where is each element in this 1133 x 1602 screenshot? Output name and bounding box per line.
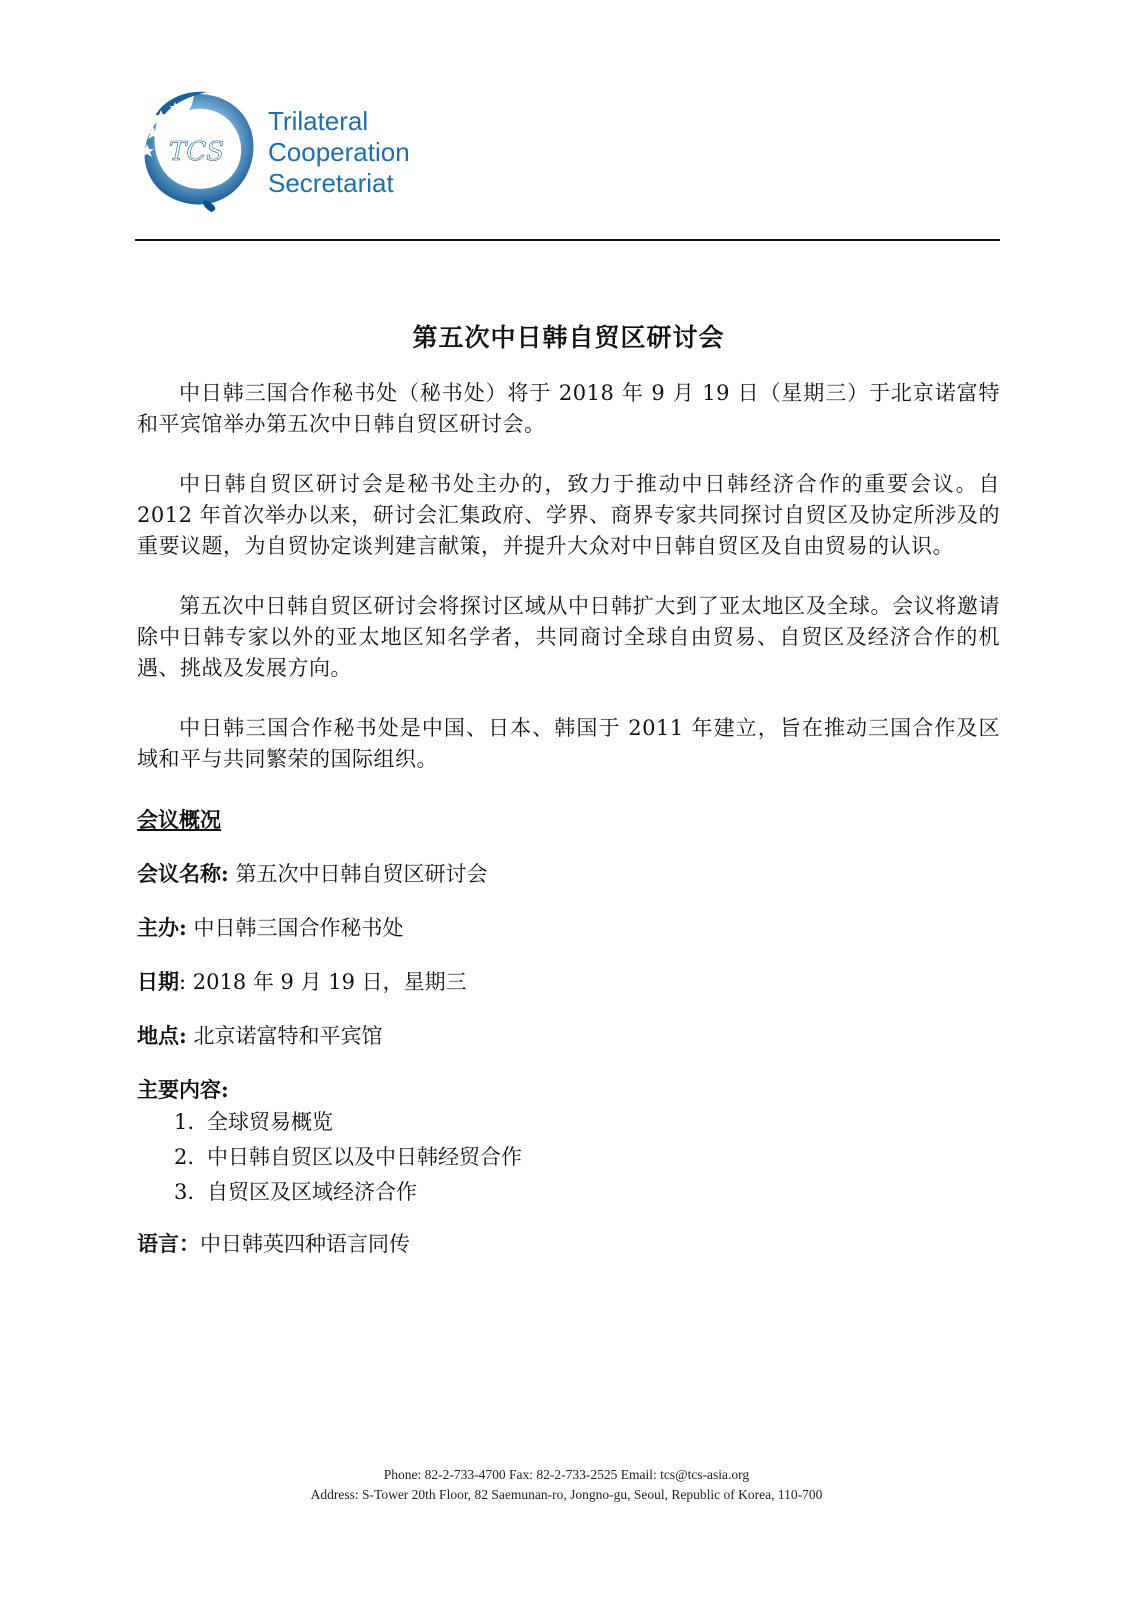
body-paragraph: 中日韩自贸区研讨会是秘书处主办的，致力于推动中日韩经济合作的重要会议。自 2012 年首次举办以来，研讨会汇集政府、学界、商界专家共同探讨自贸区及协定所涉及的重要议题，为自贸协定谈判建言献策，并提升大众对中日韩自贸区及自由贸易的认识。 [137, 472, 1000, 558]
body-paragraph: 第五次中日韩自贸区研讨会将探讨区域从中日韩扩大到了亚太地区及全球。会议将邀请除中日韩专家以外的亚太地区知名学者，共同商讨全球自由贸易、自贸区及经济合作的机遇、挑战及发展方向。 [137, 594, 1000, 680]
date-label: 日期 [137, 969, 179, 994]
agenda-item-number: 1. [174, 1110, 195, 1134]
venue-value: 北京诺富特和平宾馆 [186, 1024, 383, 1048]
document-title: 第五次中日韩自贸区研讨会 [412, 323, 725, 352]
agenda-item-number: 3. [174, 1180, 195, 1204]
organization-name-line-1: Trilateral [268, 106, 369, 136]
date-field [137, 966, 1000, 998]
meeting-name-field [137, 858, 1000, 890]
agenda-item-text: 中日韩自贸区以及中日韩经贸合作 [207, 1145, 522, 1169]
page-footer [0, 1465, 1133, 1505]
agenda-item-number: 2. [174, 1145, 195, 1169]
meeting-name-value: 第五次中日韩自贸区研讨会 [228, 862, 488, 886]
header-divider [135, 239, 1000, 241]
organization-name-line-3: Secretariat [268, 168, 394, 198]
venue-label: 地点: [137, 1023, 187, 1048]
body-paragraph: 中日韩三国合作秘书处是中国、日本、韩国于 2011 年建立，旨在推动三国合作及区域和平与共同繁荣的国际组织。 [137, 716, 1000, 771]
language-label: 语言： [137, 1231, 200, 1256]
main-content-field [137, 1074, 1000, 1208]
agenda-list [137, 1107, 1000, 1208]
meeting-name-label: 会议名称: [137, 861, 229, 886]
language-field [137, 1228, 1000, 1260]
language-value: 中日韩英四种语言同传 [200, 1232, 410, 1256]
venue-field [137, 1020, 1000, 1052]
agenda-item-text: 全球贸易概览 [207, 1110, 333, 1134]
agenda-item-text: 自贸区及区域经济合作 [207, 1180, 417, 1204]
agenda-item [137, 1142, 1000, 1173]
logo-mark-text: TCS [169, 137, 225, 167]
document-body [137, 322, 1000, 1282]
body-paragraph: 中日韩三国合作秘书处（秘书处）将于 2018 年 9 月 19 日（星期三）于北京诺富特和平宾馆举办第五次中日韩自贸区研讨会。 [137, 381, 1000, 436]
tcs-logo-mark [135, 88, 260, 213]
overview-heading: 会议概况 [137, 807, 221, 832]
host-value: 中日韩三国合作秘书处 [186, 916, 404, 940]
footer-contact-line: Phone: 82-2-733-4700 Fax: 82-2-733-2525 Email: tcs@tcs-asia.org [383, 1467, 750, 1482]
agenda-item [137, 1177, 1000, 1208]
host-label: 主办: [137, 915, 187, 940]
organization-logo [135, 88, 435, 218]
organization-name-line-2: Cooperation [268, 137, 410, 167]
footer-address-line: Address: S-Tower 20th Floor, 82 Saemunan-ro, Jongno-gu, Seoul, Republic of Korea, 110-700 [310, 1487, 823, 1502]
date-value: : 2018 年 9 月 19 日，星期三 [179, 970, 467, 994]
host-field [137, 912, 1000, 944]
main-content-label: 主要内容: [137, 1077, 229, 1102]
organization-name [268, 106, 410, 199]
agenda-item [137, 1107, 1000, 1138]
